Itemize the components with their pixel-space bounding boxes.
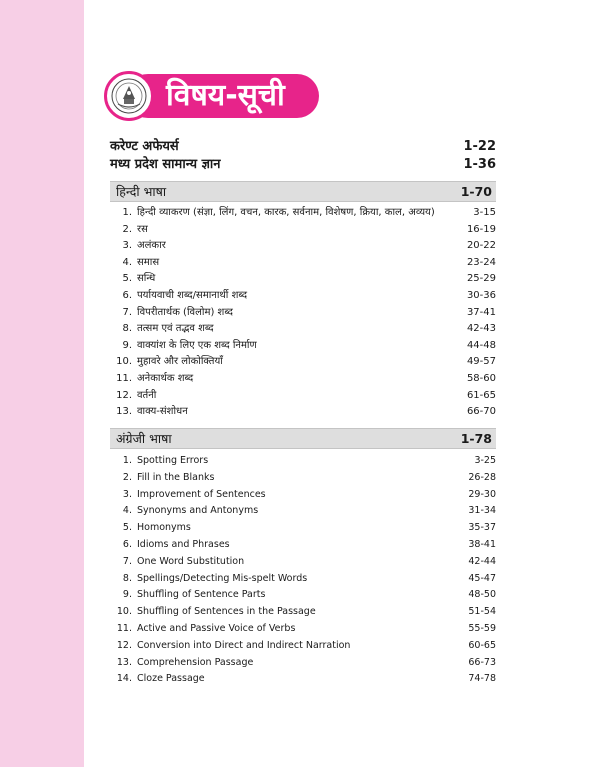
left-margin-band xyxy=(0,0,84,767)
item-number: 11. xyxy=(116,622,132,634)
list-item[interactable] xyxy=(110,503,496,520)
item-number: 4. xyxy=(122,256,132,268)
item-pages: 35-37 xyxy=(468,522,496,534)
toc-entry[interactable] xyxy=(110,156,496,174)
item-label: Shuffling of Sentence Parts xyxy=(137,589,266,601)
item-label: वाक्य-संशोधन xyxy=(137,406,188,418)
item-label: Active and Passive Voice of Verbs xyxy=(137,622,296,634)
police-emblem-icon xyxy=(104,71,154,121)
list-item[interactable] xyxy=(110,604,496,621)
section-title: अंग्रेजी भाषा xyxy=(116,431,172,446)
item-number: 12. xyxy=(116,389,132,401)
item-label: अनेकार्थक शब्द xyxy=(137,372,194,384)
title-banner xyxy=(126,74,319,118)
item-label: Idioms and Phrases xyxy=(137,538,230,550)
item-pages: 29-30 xyxy=(468,488,496,500)
item-label: रस xyxy=(137,223,148,235)
list-item[interactable] xyxy=(110,587,496,604)
item-number: 1. xyxy=(122,207,132,218)
list-item[interactable] xyxy=(110,288,496,305)
item-label: Conversion into Direct and Indirect Narration xyxy=(137,639,351,651)
item-pages: 55-59 xyxy=(468,622,496,634)
item-pages: 3-15 xyxy=(473,207,496,218)
item-pages: 42-43 xyxy=(466,323,496,335)
list-item[interactable] xyxy=(110,671,496,688)
item-label: अलंकार xyxy=(137,240,166,252)
section-pages: 1-70 xyxy=(460,184,492,199)
item-label: One Word Substitution xyxy=(137,555,245,567)
list-item[interactable] xyxy=(110,470,496,487)
section-header-hindi[interactable] xyxy=(110,181,496,202)
item-pages: 25-29 xyxy=(466,273,496,285)
item-label: Homonyms xyxy=(137,522,191,534)
item-label: मुहावरे और लोकोक्तियाँ xyxy=(137,356,223,368)
item-number: 6. xyxy=(122,538,132,550)
item-label: सन्धि xyxy=(137,273,156,285)
item-pages: 66-70 xyxy=(466,406,496,418)
entry-label: मध्य प्रदेश सामान्य ज्ञान xyxy=(110,157,221,172)
list-item[interactable] xyxy=(110,487,496,504)
list-item[interactable] xyxy=(110,404,496,421)
item-pages: 74-78 xyxy=(468,673,496,685)
item-label: विपरीतार्थक (विलोम) शब्द xyxy=(137,306,233,318)
list-item[interactable] xyxy=(110,537,496,554)
item-pages: 38-41 xyxy=(468,538,496,550)
item-number: 13. xyxy=(116,656,132,668)
item-number: 6. xyxy=(122,289,132,301)
page-title: विषय-सूची xyxy=(166,78,285,113)
item-pages: 42-44 xyxy=(468,555,496,567)
item-number: 4. xyxy=(122,505,132,517)
entry-label: करेण्ट अफेयर्स xyxy=(110,139,179,154)
list-item[interactable] xyxy=(110,453,496,470)
section-title: हिन्दी भाषा xyxy=(116,184,167,199)
item-number: 10. xyxy=(116,606,132,618)
section-pages: 1-78 xyxy=(460,431,492,446)
item-number: 7. xyxy=(122,555,132,567)
item-pages: 30-36 xyxy=(466,289,496,301)
item-pages: 3-25 xyxy=(474,455,496,466)
list-item[interactable] xyxy=(110,305,496,322)
item-number: 8. xyxy=(122,572,132,584)
item-pages: 31-34 xyxy=(468,505,496,517)
list-item[interactable] xyxy=(110,554,496,571)
list-item[interactable] xyxy=(110,222,496,239)
item-label: हिन्दी व्याकरण (संज्ञा, लिंग, वचन, कारक, सर्वनाम, विशेषण, क्रिया, काल, अव्यय) xyxy=(137,207,435,218)
item-number: 8. xyxy=(122,323,132,335)
item-number: 9. xyxy=(122,339,132,351)
toc-entry[interactable] xyxy=(110,138,496,156)
list-item[interactable] xyxy=(110,520,496,537)
list-item[interactable] xyxy=(110,321,496,338)
item-label: Cloze Passage xyxy=(137,673,205,685)
item-pages: 16-19 xyxy=(466,223,496,235)
item-label: पर्यायवाची शब्द/समानार्थी शब्द xyxy=(137,289,248,301)
list-item[interactable] xyxy=(110,238,496,255)
list-item[interactable] xyxy=(110,338,496,355)
item-pages: 23-24 xyxy=(466,256,496,268)
list-item[interactable] xyxy=(110,638,496,655)
item-label: Comprehension Passage xyxy=(137,656,254,668)
item-pages: 58-60 xyxy=(466,372,496,384)
item-number: 5. xyxy=(122,522,132,534)
item-label: Spotting Errors xyxy=(137,455,209,466)
entry-pages: 1-22 xyxy=(463,139,496,154)
page-header xyxy=(104,71,319,121)
item-pages: 20-22 xyxy=(466,240,496,252)
item-pages: 49-57 xyxy=(466,356,496,368)
english-topic-list xyxy=(110,453,496,688)
item-label: Improvement of Sentences xyxy=(137,488,266,500)
list-item[interactable] xyxy=(110,388,496,405)
list-item[interactable] xyxy=(110,655,496,672)
list-item[interactable] xyxy=(110,271,496,288)
item-number: 3. xyxy=(122,240,132,252)
item-pages: 45-47 xyxy=(468,572,496,584)
item-number: 10. xyxy=(116,356,132,368)
item-number: 2. xyxy=(122,471,132,483)
item-pages: 60-65 xyxy=(468,639,496,651)
top-entries xyxy=(110,138,496,174)
item-pages: 44-48 xyxy=(466,339,496,351)
item-number: 1. xyxy=(122,455,132,466)
item-pages: 51-54 xyxy=(468,606,496,618)
item-pages: 66-73 xyxy=(468,656,496,668)
list-item[interactable] xyxy=(110,205,496,222)
item-label: Synonyms and Antonyms xyxy=(137,505,259,517)
entry-pages: 1-36 xyxy=(463,157,496,172)
item-label: Spellings/Detecting Mis-spelt Words xyxy=(137,572,308,584)
list-item[interactable] xyxy=(110,255,496,272)
item-number: 3. xyxy=(122,488,132,500)
item-label: तत्सम एवं तद्भव शब्द xyxy=(137,323,214,335)
list-item[interactable] xyxy=(110,621,496,638)
item-pages: 48-50 xyxy=(468,589,496,601)
list-item[interactable] xyxy=(110,571,496,588)
item-number: 12. xyxy=(116,639,132,651)
item-pages: 37-41 xyxy=(466,306,496,318)
item-number: 2. xyxy=(122,223,132,235)
list-item[interactable] xyxy=(110,371,496,388)
item-number: 7. xyxy=(122,306,132,318)
list-item[interactable] xyxy=(110,354,496,371)
item-number: 9. xyxy=(122,589,132,601)
item-pages: 26-28 xyxy=(468,471,496,483)
item-label: वाक्यांश के लिए एक शब्द निर्माण xyxy=(137,339,257,351)
item-number: 5. xyxy=(122,273,132,285)
item-pages: 61-65 xyxy=(466,389,496,401)
item-number: 13. xyxy=(116,406,132,418)
item-number: 14. xyxy=(116,673,132,685)
item-label: Shuffling of Sentences in the Passage xyxy=(137,606,316,618)
item-label: समास xyxy=(137,256,160,268)
hindi-topic-list xyxy=(110,205,496,421)
item-number: 11. xyxy=(116,372,132,384)
item-label: वर्तनी xyxy=(137,389,157,401)
item-label: Fill in the Blanks xyxy=(137,471,215,483)
section-header-english[interactable] xyxy=(110,428,496,449)
